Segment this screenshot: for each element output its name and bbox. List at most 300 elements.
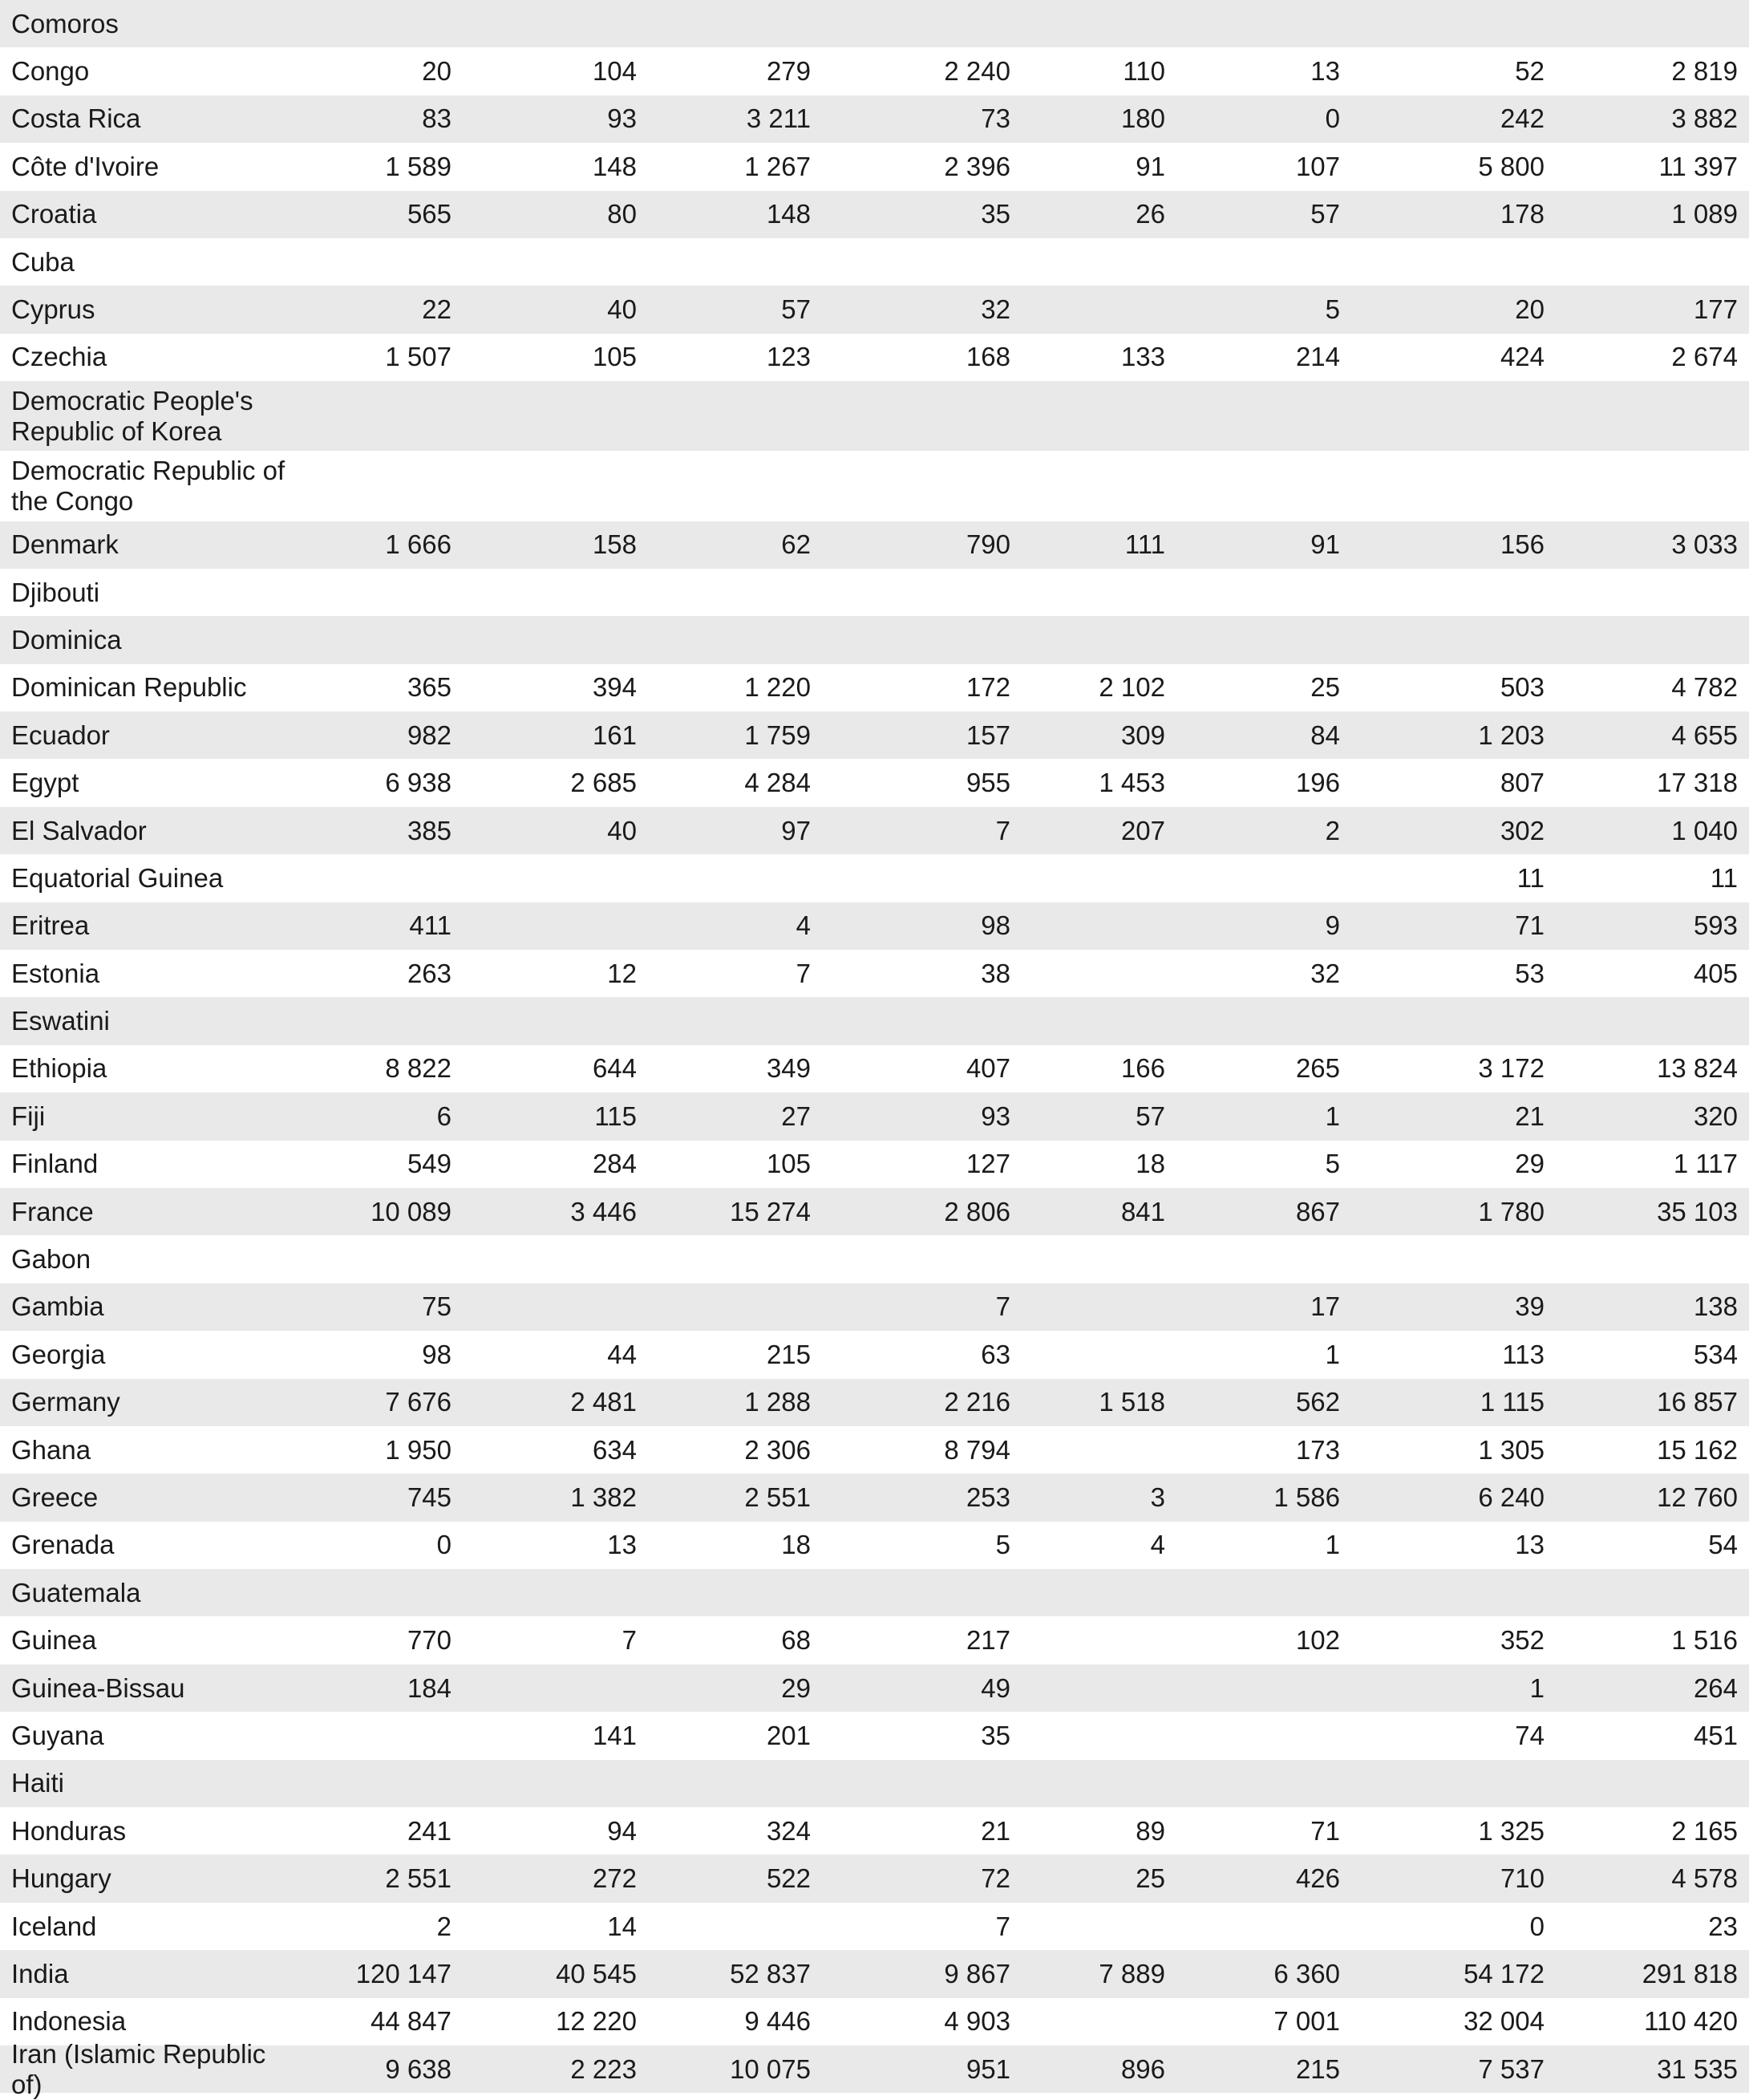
value-cell-col-7: 6 240 [1478, 1482, 1545, 1512]
value-cell-col-8: 110 420 [1644, 2006, 1738, 2037]
table-row [0, 1616, 1749, 1664]
value-cell-col-7: 807 [1500, 768, 1545, 798]
value-cell-col-3: 2 306 [744, 1434, 811, 1465]
value-cell-col-2: 158 [592, 529, 637, 560]
value-cell-col-2: 40 [607, 294, 637, 325]
country-name: India [11, 1958, 69, 1989]
value-cell-col-5: 309 [1120, 720, 1165, 750]
value-cell-col-1: 745 [407, 1482, 451, 1512]
value-cell-col-1: 385 [407, 815, 451, 845]
value-cell-col-7: 5 800 [1478, 151, 1545, 181]
country-name: Ghana [11, 1434, 91, 1465]
value-cell-col-5: 91 [1136, 151, 1165, 181]
country-name: Democratic Republic of the Congo [11, 455, 285, 516]
value-cell-col-3: 62 [781, 529, 811, 560]
country-name: Czechia [11, 342, 107, 372]
value-cell-col-4: 7 [995, 815, 1010, 845]
country-name: Ecuador [11, 720, 110, 750]
value-cell-col-5: 89 [1136, 1815, 1165, 1846]
value-cell-col-4: 2 216 [944, 1387, 1010, 1417]
country-name: Grenada [11, 1530, 115, 1560]
value-cell-col-5: 896 [1120, 2053, 1165, 2084]
value-cell-col-8: 3 033 [1671, 529, 1738, 560]
value-cell-col-3: 349 [766, 1053, 811, 1084]
value-cell-col-8: 405 [1693, 958, 1738, 988]
value-cell-col-7: 503 [1500, 672, 1545, 703]
table-row [0, 902, 1749, 950]
value-cell-col-4: 32 [981, 294, 1010, 325]
value-cell-col-8: 54 [1708, 1530, 1738, 1560]
table-row [0, 191, 1749, 238]
value-cell-col-4: 9 867 [944, 1958, 1010, 1989]
table-row [0, 711, 1749, 759]
value-cell-col-4: 35 [981, 199, 1010, 229]
value-cell-col-1: 6 938 [385, 768, 451, 798]
country-name: France [11, 1196, 94, 1226]
value-cell-col-5: 110 [1123, 56, 1165, 87]
table-row [0, 47, 1749, 95]
value-cell-col-7: 71 [1515, 910, 1545, 941]
value-cell-col-1: 770 [407, 1625, 451, 1656]
value-cell-col-7: 178 [1500, 199, 1545, 229]
table-row [0, 451, 1749, 521]
country-name: Djibouti [11, 577, 100, 607]
value-cell-col-4: 407 [966, 1053, 1010, 1084]
table-row [0, 1903, 1749, 1950]
table-row [0, 664, 1749, 711]
value-cell-col-1: 22 [422, 294, 451, 325]
value-cell-col-8: 1 040 [1671, 815, 1738, 845]
value-cell-col-6: 1 [1325, 1101, 1340, 1131]
country-name: Iran (Islamic Republic of) [11, 2038, 266, 2099]
value-cell-col-4: 172 [966, 672, 1010, 703]
country-name: Cuba [11, 246, 75, 277]
country-name: Croatia [11, 199, 97, 229]
value-cell-col-5: 841 [1120, 1196, 1165, 1226]
value-cell-col-7: 20 [1515, 294, 1545, 325]
country-name: Indonesia [11, 2006, 127, 2037]
value-cell-col-7: 74 [1515, 1720, 1545, 1750]
value-cell-col-1: 2 [436, 1911, 451, 1941]
value-cell-col-4: 955 [966, 768, 1010, 798]
value-cell-col-2: 80 [607, 199, 637, 229]
table-row [0, 1712, 1749, 1759]
value-cell-col-8: 12 760 [1657, 1482, 1738, 1512]
value-cell-col-8: 593 [1693, 910, 1738, 941]
value-cell-col-3: 29 [781, 1672, 811, 1703]
value-cell-col-6: 0 [1325, 103, 1340, 134]
country-name: Cyprus [11, 294, 95, 325]
value-cell-col-1: 98 [422, 1339, 451, 1369]
value-cell-col-6: 17 [1310, 1291, 1340, 1322]
value-cell-col-6: 196 [1295, 768, 1340, 798]
country-name: Costa Rica [11, 103, 141, 134]
value-cell-col-4: 4 903 [944, 2006, 1010, 2037]
table-row [0, 238, 1749, 286]
table-row [0, 1141, 1749, 1188]
value-cell-col-8: 13 824 [1657, 1053, 1738, 1084]
value-cell-col-6: 13 [1310, 56, 1340, 87]
value-cell-col-7: 32 004 [1464, 2006, 1545, 2037]
value-cell-col-7: 3 172 [1478, 1053, 1545, 1084]
country-name: Eswatini [11, 1006, 110, 1036]
country-name: Gambia [11, 1291, 104, 1322]
value-cell-col-4: 8 794 [944, 1434, 1010, 1465]
table-row [0, 616, 1749, 663]
value-cell-col-7: 7 537 [1478, 2053, 1545, 2084]
value-cell-col-2: 12 [607, 958, 637, 988]
country-name: Fiji [11, 1101, 46, 1131]
value-cell-col-1: 365 [407, 672, 451, 703]
country-name: Guinea-Bissau [11, 1672, 185, 1703]
value-cell-col-2: 3 446 [570, 1196, 637, 1226]
value-cell-col-2: 104 [592, 56, 637, 87]
value-cell-col-4: 72 [981, 1863, 1010, 1894]
value-cell-col-6: 173 [1295, 1434, 1340, 1465]
table-row [0, 521, 1749, 569]
value-cell-col-6: 25 [1310, 672, 1340, 703]
value-cell-col-3: 52 837 [730, 1958, 811, 1989]
value-cell-col-7: 710 [1500, 1863, 1545, 1894]
value-cell-col-6: 426 [1295, 1863, 1340, 1894]
value-cell-col-8: 3 882 [1671, 103, 1738, 134]
value-cell-col-4: 127 [966, 1149, 1010, 1179]
value-cell-col-4: 49 [981, 1672, 1010, 1703]
value-cell-col-6: 215 [1295, 2053, 1340, 2084]
value-cell-col-4: 253 [966, 1482, 1010, 1512]
value-cell-col-3: 57 [781, 294, 811, 325]
table-row [0, 1855, 1749, 1902]
value-cell-col-8: 1 516 [1671, 1625, 1738, 1656]
table-row [0, 1283, 1749, 1331]
value-cell-col-2: 44 [607, 1339, 637, 1369]
value-cell-col-6: 102 [1295, 1625, 1340, 1656]
value-cell-col-6: 867 [1295, 1196, 1340, 1226]
value-cell-col-6: 91 [1310, 529, 1340, 560]
table-row [0, 1664, 1749, 1712]
country-name: Dominica [11, 624, 122, 655]
value-cell-col-2: 105 [592, 342, 637, 372]
value-cell-col-7: 113 [1502, 1339, 1545, 1369]
value-cell-col-2: 115 [594, 1101, 637, 1131]
value-cell-col-4: 2 396 [944, 151, 1010, 181]
value-cell-col-2: 272 [592, 1863, 637, 1894]
value-cell-col-5: 1 453 [1099, 768, 1165, 798]
value-cell-col-6: 5 [1325, 1149, 1340, 1179]
table-row [0, 1474, 1749, 1521]
value-cell-col-5: 4 [1150, 1530, 1165, 1560]
value-cell-col-3: 7 [796, 958, 811, 988]
value-cell-col-3: 279 [766, 56, 811, 87]
value-cell-col-1: 241 [407, 1815, 451, 1846]
value-cell-col-1: 184 [407, 1672, 451, 1703]
value-cell-col-6: 5 [1325, 294, 1340, 325]
value-cell-col-2: 644 [592, 1053, 637, 1084]
value-cell-col-3: 1 267 [744, 151, 811, 181]
country-name: Honduras [11, 1815, 127, 1846]
value-cell-col-7: 11 [1516, 862, 1545, 893]
value-cell-col-2: 634 [592, 1434, 637, 1465]
table-row [0, 1522, 1749, 1569]
table-row [0, 1188, 1749, 1235]
value-cell-col-7: 21 [1515, 1101, 1545, 1131]
country-name: Guyana [11, 1720, 104, 1750]
value-cell-col-7: 424 [1500, 342, 1545, 372]
value-cell-col-8: 4 655 [1671, 720, 1738, 750]
table-row [0, 1045, 1749, 1093]
table-row [0, 1569, 1749, 1616]
table-row [0, 1093, 1749, 1140]
value-cell-col-1: 83 [422, 103, 451, 134]
value-cell-col-1: 6 [436, 1101, 451, 1131]
value-cell-col-6: 265 [1295, 1053, 1340, 1084]
value-cell-col-1: 75 [422, 1291, 451, 1322]
value-cell-col-8: 16 857 [1657, 1387, 1738, 1417]
table-row [0, 1235, 1749, 1283]
country-name: Denmark [11, 529, 119, 560]
value-cell-col-5: 2 102 [1099, 672, 1165, 703]
value-cell-col-6: 84 [1310, 720, 1340, 750]
value-cell-col-6: 1 [1325, 1530, 1340, 1560]
value-cell-col-3: 522 [766, 1863, 811, 1894]
value-cell-col-1: 44 847 [370, 2006, 451, 2037]
value-cell-col-8: 17 318 [1657, 768, 1738, 798]
value-cell-col-8: 11 397 [1658, 151, 1738, 181]
table-row [0, 286, 1749, 333]
value-cell-col-7: 1 780 [1478, 1196, 1545, 1226]
value-cell-col-3: 9 446 [744, 2006, 811, 2037]
table-row [0, 1331, 1749, 1378]
country-name: Gabon [11, 1244, 91, 1275]
value-cell-col-7: 54 172 [1464, 1958, 1545, 1989]
value-cell-col-5: 111 [1124, 529, 1165, 560]
table-row [0, 2038, 1749, 2099]
value-cell-col-5: 166 [1120, 1053, 1165, 1084]
country-name: Equatorial Guinea [11, 862, 224, 893]
value-cell-col-4: 7 [995, 1911, 1010, 1941]
value-cell-col-1: 10 089 [370, 1196, 451, 1226]
value-cell-col-8: 4 578 [1671, 1863, 1738, 1894]
value-cell-col-2: 2 481 [570, 1387, 637, 1417]
value-cell-col-7: 1 305 [1478, 1434, 1545, 1465]
value-cell-col-8: 320 [1693, 1101, 1738, 1131]
value-cell-col-7: 352 [1500, 1625, 1545, 1656]
value-cell-col-5: 3 [1150, 1482, 1165, 1512]
value-cell-col-4: 98 [981, 910, 1010, 941]
value-cell-col-1: 982 [407, 720, 451, 750]
value-cell-col-6: 7 001 [1273, 2006, 1340, 2037]
country-name: Iceland [11, 1911, 97, 1941]
value-cell-col-3: 2 551 [744, 1482, 811, 1512]
table-row [0, 1760, 1749, 1807]
value-cell-col-6: 214 [1295, 342, 1340, 372]
value-cell-col-2: 40 [607, 815, 637, 845]
value-cell-col-1: 20 [422, 56, 451, 87]
value-cell-col-6: 32 [1310, 958, 1340, 988]
value-cell-col-3: 97 [781, 815, 811, 845]
value-cell-col-1: 2 551 [385, 1863, 451, 1894]
value-cell-col-7: 242 [1500, 103, 1545, 134]
value-cell-col-1: 1 666 [385, 529, 451, 560]
value-cell-col-3: 148 [766, 199, 811, 229]
value-cell-col-1: 8 822 [385, 1053, 451, 1084]
value-cell-col-4: 951 [966, 2053, 1010, 2084]
table-row [0, 381, 1749, 451]
value-cell-col-6: 57 [1310, 199, 1340, 229]
value-cell-col-8: 534 [1693, 1339, 1738, 1369]
value-cell-col-6: 2 [1325, 815, 1340, 845]
value-cell-col-3: 4 [796, 910, 811, 941]
value-cell-col-3: 10 075 [730, 2053, 811, 2084]
country-name: El Salvador [11, 815, 147, 845]
value-cell-col-2: 14 [607, 1911, 637, 1941]
value-cell-col-3: 3 211 [746, 103, 811, 134]
value-cell-col-1: 0 [436, 1530, 451, 1560]
table-row [0, 1807, 1749, 1855]
value-cell-col-4: 35 [981, 1720, 1010, 1750]
country-name: Greece [11, 1482, 99, 1512]
value-cell-col-4: 73 [981, 103, 1010, 134]
country-name: Guinea [11, 1625, 97, 1656]
country-name: Côte d'Ivoire [11, 151, 160, 181]
value-cell-col-5: 207 [1120, 815, 1165, 845]
value-cell-col-5: 133 [1120, 342, 1165, 372]
value-cell-col-6: 6 360 [1273, 1958, 1340, 1989]
value-cell-col-4: 93 [981, 1101, 1010, 1131]
country-name: Georgia [11, 1339, 106, 1369]
value-cell-col-2: 94 [607, 1815, 637, 1846]
value-cell-col-2: 7 [621, 1625, 637, 1656]
value-cell-col-5: 7 889 [1099, 1958, 1165, 1989]
value-cell-col-6: 9 [1325, 910, 1340, 941]
value-cell-col-7: 0 [1529, 1911, 1545, 1941]
country-name: Congo [11, 56, 90, 87]
value-cell-col-7: 1 [1529, 1672, 1545, 1703]
value-cell-col-3: 4 284 [744, 768, 811, 798]
value-cell-col-3: 18 [781, 1530, 811, 1560]
value-cell-col-8: 23 [1708, 1911, 1738, 1941]
table-row [0, 1379, 1749, 1426]
value-cell-col-8: 291 818 [1642, 1958, 1738, 1989]
value-cell-col-3: 123 [766, 342, 811, 372]
value-cell-col-7: 302 [1500, 815, 1545, 845]
value-cell-col-3: 27 [781, 1101, 811, 1131]
value-cell-col-5: 18 [1136, 1149, 1165, 1179]
country-name: Estonia [11, 958, 100, 988]
country-name: Eritrea [11, 910, 90, 941]
value-cell-col-8: 2 819 [1671, 56, 1738, 87]
value-cell-col-8: 2 165 [1671, 1815, 1738, 1846]
table-row [0, 1426, 1749, 1474]
country-name: Comoros [11, 8, 119, 39]
table-row [0, 143, 1749, 190]
country-name: Germany [11, 1387, 120, 1417]
value-cell-col-2: 93 [607, 103, 637, 134]
value-cell-col-1: 565 [407, 199, 451, 229]
value-cell-col-8: 4 782 [1671, 672, 1738, 703]
value-cell-col-8: 2 674 [1671, 342, 1738, 372]
value-cell-col-8: 451 [1693, 1720, 1738, 1750]
value-cell-col-3: 15 274 [730, 1196, 811, 1226]
value-cell-col-6: 71 [1310, 1815, 1340, 1846]
country-name: Democratic People's Republic of Korea [11, 385, 253, 446]
value-cell-col-8: 11 [1710, 862, 1738, 893]
value-cell-col-1: 1 507 [385, 342, 451, 372]
table-row [0, 95, 1749, 143]
value-cell-col-8: 264 [1693, 1672, 1738, 1703]
value-cell-col-4: 157 [966, 720, 1010, 750]
table-row [0, 950, 1749, 997]
value-cell-col-3: 1 288 [744, 1387, 811, 1417]
country-name: Dominican Republic [11, 672, 247, 703]
table-row [0, 1950, 1749, 1997]
table-row [0, 807, 1749, 854]
table-row [0, 334, 1749, 381]
value-cell-col-7: 53 [1515, 958, 1545, 988]
value-cell-col-8: 177 [1693, 294, 1738, 325]
value-cell-col-2: 394 [592, 672, 637, 703]
value-cell-col-4: 2 806 [944, 1196, 1010, 1226]
country-name: Ethiopia [11, 1053, 107, 1084]
country-name: Hungary [11, 1863, 111, 1894]
value-cell-col-1: 549 [407, 1149, 451, 1179]
value-cell-col-7: 39 [1515, 1291, 1545, 1322]
value-cell-col-4: 168 [966, 342, 1010, 372]
value-cell-col-2: 40 545 [556, 1958, 637, 1989]
value-cell-col-2: 12 220 [556, 2006, 637, 2037]
value-cell-col-8: 15 162 [1657, 1434, 1738, 1465]
value-cell-col-8: 1 089 [1671, 199, 1738, 229]
value-cell-col-4: 790 [966, 529, 1010, 560]
table-row [0, 854, 1749, 902]
country-name: Haiti [11, 1768, 65, 1798]
value-cell-col-5: 25 [1136, 1863, 1165, 1894]
value-cell-col-8: 138 [1693, 1291, 1738, 1322]
value-cell-col-7: 1 203 [1478, 720, 1545, 750]
value-cell-col-4: 38 [981, 958, 1010, 988]
value-cell-col-4: 63 [981, 1339, 1010, 1369]
value-cell-col-3: 201 [766, 1720, 811, 1750]
value-cell-col-1: 263 [407, 958, 451, 988]
value-cell-col-2: 1 382 [570, 1482, 637, 1512]
value-cell-col-4: 2 240 [944, 56, 1010, 87]
value-cell-col-3: 105 [766, 1149, 811, 1179]
value-cell-col-1: 120 147 [355, 1958, 451, 1989]
table-row [0, 997, 1749, 1044]
value-cell-col-3: 215 [766, 1339, 811, 1369]
value-cell-col-3: 1 220 [744, 672, 811, 703]
value-cell-col-2: 148 [592, 151, 637, 181]
value-cell-col-5: 57 [1136, 1101, 1165, 1131]
value-cell-col-6: 107 [1295, 151, 1340, 181]
value-cell-col-6: 562 [1295, 1387, 1340, 1417]
value-cell-col-1: 7 676 [385, 1387, 451, 1417]
value-cell-col-2: 161 [592, 720, 637, 750]
table-row [0, 569, 1749, 616]
value-cell-col-5: 180 [1120, 103, 1165, 134]
value-cell-col-6: 1 586 [1273, 1482, 1340, 1512]
value-cell-col-3: 1 759 [744, 720, 811, 750]
value-cell-col-2: 141 [592, 1720, 637, 1750]
value-cell-col-1: 1 589 [385, 151, 451, 181]
value-cell-col-7: 52 [1515, 56, 1545, 87]
country-name: Guatemala [11, 1577, 141, 1607]
value-cell-col-7: 156 [1500, 529, 1545, 560]
value-cell-col-4: 217 [966, 1625, 1010, 1656]
table-row [0, 0, 1749, 47]
value-cell-col-7: 1 325 [1478, 1815, 1545, 1846]
value-cell-col-1: 1 950 [385, 1434, 451, 1465]
